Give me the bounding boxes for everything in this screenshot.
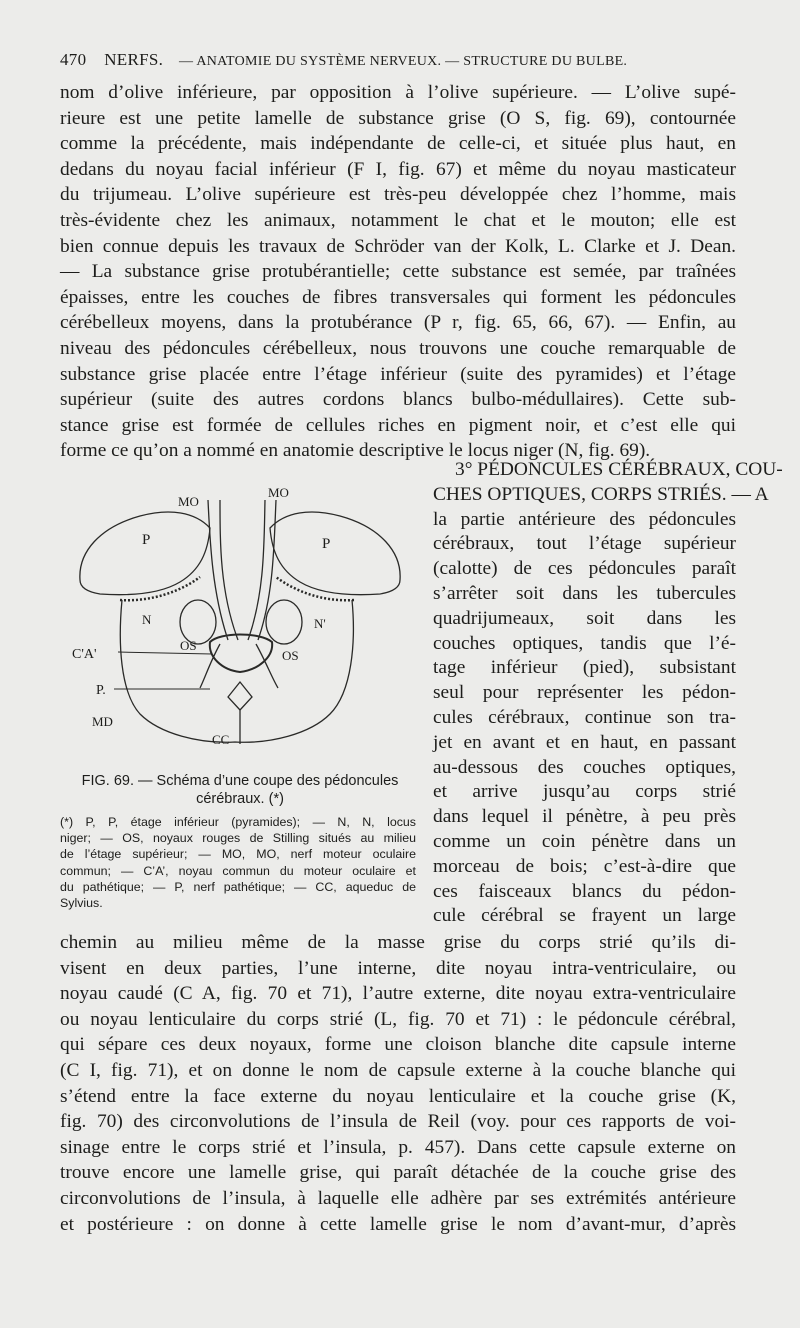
text-line: et postérieure : on donne à cette lamelle grise le nom d’avant-mur, d’après [60, 1213, 736, 1235]
label-mo-right: MO [268, 485, 289, 500]
label-os-right: OS [282, 648, 299, 663]
text-line: cérébraux, tout l’étage supérieur [433, 533, 736, 555]
legend-line: de l’étage supérieur; — MO, MO, nerf moteur oculaire [60, 847, 416, 862]
text-line: visent en deux parties, l’une interne, dite noyau intra-ventriculaire, ou [60, 957, 736, 979]
substantia-nigra-left [120, 577, 200, 600]
trochlear-nerve [200, 644, 278, 688]
leader-ca [118, 652, 212, 654]
label-mo-left: MO [178, 494, 199, 509]
nucleus-ca [210, 635, 272, 673]
text-line: cérébelleux moyens, dans la protubérance (P r, fig. 65, 66, 67). — Enfin, au [60, 312, 736, 334]
text-line: seul pour représenter les pédon- [433, 682, 736, 704]
text-line: comme la précédente, mais indépendante de celle-ci, et située plus haut, en [60, 133, 736, 155]
legend-line: Sylvius. [60, 896, 103, 911]
text-line: circonvolutions de l’insula, à laquelle elle adhère par ses extrémités antérieure [60, 1187, 736, 1209]
text-line: forme ce qu’on a nommé en anatomie descriptive le locus niger (N, fig. 69). [60, 440, 651, 462]
page-number: 470 [60, 50, 87, 69]
label-ca: C'A' [72, 647, 97, 662]
text-line: niveau des pédoncules cérébelleux, nous trouvons une couche remarquable de [60, 337, 736, 359]
text-line: (C I, fig. 71), et on donne le nom de capsule externe à la couche blanche qui [60, 1059, 736, 1081]
label-p-right: P [322, 536, 331, 552]
section-heading-line: 3° PÉDONCULES CÉRÉBRAUX, COU- [455, 459, 783, 480]
paragraph-olive [60, 80, 736, 464]
text-line: substance grise placée entre l’étage inférieur (suite des pyramides) et l’étage [60, 363, 736, 385]
text-line: cule cérébral se frayent un large [433, 905, 736, 927]
text-line: couches optiques, tandis que l’é- [433, 632, 736, 654]
text-line: supérieur (suite des autres cordons blancs bulbo-médullaires). Cette sub- [60, 389, 736, 411]
text-line: chemin au milieu même de la masse grise du corps strié qu’ils di- [60, 932, 736, 953]
oculomotor-nerve-right [248, 500, 276, 640]
label-n-left: N [142, 612, 152, 627]
running-header [60, 50, 740, 70]
text-line: trouve encore une lamelle grise, qui paraît détachée de la couche grise des [60, 1162, 736, 1184]
oculomotor-nerve-left [208, 500, 238, 640]
text-line: s’étend entre la face externe du noyau lenticulaire et la couche grise (K, [60, 1085, 736, 1107]
figure-69-diagram [60, 482, 420, 762]
text-line: rieure est une petite lamelle de substance grise (O S, fig. 69), contournée [60, 107, 736, 129]
legend-line: du pathétique; — P, nerf pathétique; — CC, aqueduc de [60, 879, 416, 894]
text-line: du trijumeau. L’olive supérieure est très-peu développée chez l’homme, mais [60, 184, 736, 206]
text-line: noyau caudé (C A, fig. 70 et 71), l’autre externe, dite noyau extra-ventriculaire [60, 983, 736, 1005]
label-os-left: OS [180, 638, 197, 653]
legend-line: (*) P, P, étage inférieur (pyramides); — N, N, locus [60, 815, 416, 829]
text-line: dans lequel il pénètre, à peu près [433, 806, 736, 828]
text-line: ces faisceaux blancs du pédon- [433, 880, 736, 902]
text-line: tage inférieur (pied), subsistant [433, 657, 736, 679]
text-line: fig. 70) des circonvolutions de l’insula de Reil (voy. pour ces rapports de voi- [60, 1111, 736, 1133]
figure-caption: FIG. 69. — Schéma d’une coupe des pédoncules cérébraux. (*) [81, 773, 399, 807]
text-line: CHES OPTIQUES, CORPS STRIÉS. — A [433, 483, 769, 505]
label-p-left: P [142, 532, 151, 548]
peduncle-right-lobe [270, 512, 400, 595]
text-line: dedans du noyau facial inférieur (F I, fig. 67) et même du noyau masticateur [60, 158, 736, 180]
section-title: NERFS. [104, 50, 164, 69]
right-column-text [433, 458, 783, 929]
text-line: cules cérébraux, continue son tra- [433, 706, 736, 728]
label-md: MD [92, 714, 113, 729]
running-title: — ANATOMIE DU SYSTÈME NERVEUX. — STRUCTURE DU BULBE. [179, 54, 628, 69]
aqueduct-sylvius [228, 682, 252, 710]
text-line: — La substance grise protubérantielle; cette substance est semée, par traînées [60, 261, 736, 283]
red-nucleus-right [266, 600, 302, 644]
text-line: quadrijumeaux, soit dans les [433, 607, 736, 629]
text-line: stance grise est formée de cellules riches en pigment noir, et c’est elle qui [60, 414, 736, 436]
text-line: jet en avant et en haut, en passant [433, 731, 736, 753]
legend-line: niger; — OS, noyaux rouges de Stilling situés au milieu [60, 831, 416, 846]
text-line: morceau de bois; c’est-à-dire que [433, 855, 736, 877]
text-line: ou noyau lenticulaire du corps strié (L, fig. 70 et 71) : le pédoncule cérébral, [60, 1008, 736, 1030]
text-line: très-évidente chez les animaux, notamment le chat et le mouton; elle est [60, 209, 736, 231]
text-line: la partie antérieure des pédoncules [433, 508, 736, 530]
legend-line: commun; — C’A’, noyau commun du moteur oculaire et [60, 863, 416, 878]
label-cc: CC [212, 732, 230, 747]
text-line: bien connue depuis les travaux de Schröder van der Kolk, L. Clarke et J. Dean. [60, 235, 736, 257]
text-line: nom d’olive inférieure, par opposition à l’olive supérieure. — L’olive supé- [60, 82, 736, 103]
text-line: et arrive jusqu’au corps strié [433, 781, 736, 803]
text-line: épaisses, entre les couches de fibres transversales qui forment les pédoncules [60, 286, 736, 308]
text-line: comme un coin pénètre dans un [433, 830, 736, 852]
label-n-right: N' [314, 616, 326, 631]
text-line: au-dessous des couches optiques, [433, 756, 736, 778]
text-line: (calotte) de ces pédoncules paraît [433, 558, 736, 580]
text-line: qui sépare ces deux noyaux, forme une cloison blanche dite capsule interne [60, 1034, 736, 1056]
text-line: sinage entre le corps strié et l’insula, p. 457). Dans cette capsule externe on [60, 1136, 736, 1158]
text-line: s’arrêter soit dans les tubercules [433, 582, 736, 604]
label-p-dot: P. [96, 683, 106, 698]
paragraph-peduncles [60, 930, 736, 1237]
figure-legend [60, 814, 416, 911]
